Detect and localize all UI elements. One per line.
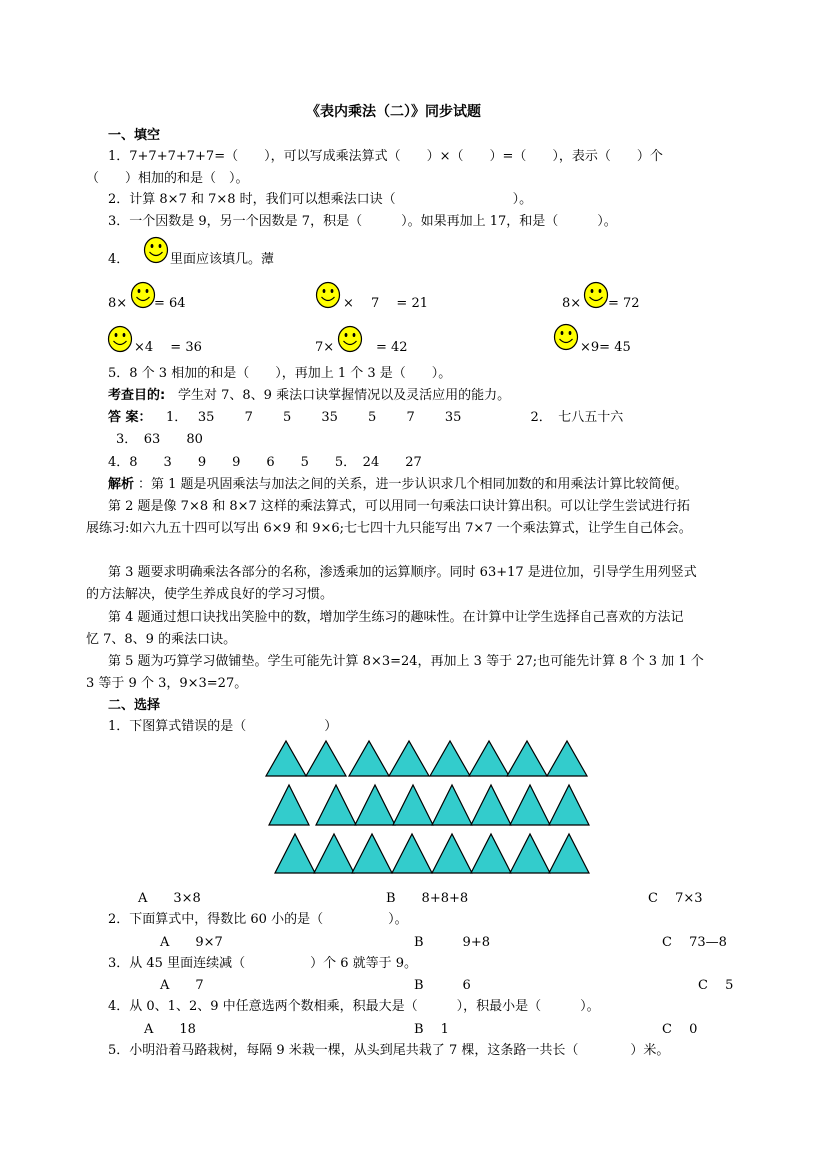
triangle-icon bbox=[389, 741, 429, 776]
triangle-icon bbox=[349, 741, 389, 776]
triangle-icon bbox=[549, 834, 589, 873]
choice-q1-a: A 3×8 bbox=[138, 891, 201, 906]
purpose-label: 考查目的: bbox=[108, 388, 166, 403]
triangle-icon bbox=[471, 834, 511, 873]
purpose-text: 学生对 7、8、9 乘法口诀掌握情况以及灵活应用的能力。 bbox=[178, 388, 511, 403]
triangle-icon bbox=[430, 741, 470, 776]
fill-q3: 3．一个因数是 9，另一个因数是 7，积是（ ）。如果再加上 17，和是（ ）。 bbox=[108, 214, 617, 229]
choice-q2-b: B 9+8 bbox=[414, 935, 490, 950]
triangle-icon bbox=[355, 785, 395, 825]
q4-eq5-left: 7× bbox=[315, 340, 335, 355]
triangle-icon bbox=[432, 834, 472, 873]
analysis-p3a: 第 3 题要求明确乘法各部分的名称，渗透乘加的运算顺序。同时 63+17 是进位加，引导学生用列竖式 bbox=[108, 565, 697, 580]
page-title: 《表内乘法（二）》同步试题 bbox=[306, 104, 481, 120]
answer-label: 答 案： bbox=[108, 410, 152, 425]
choice-q2: 2．下面算式中，得数比 60 小的是（ ）。 bbox=[108, 912, 408, 927]
analysis-p2b: 展练习:如六九五十四可以写出 6×9 和 9×6;七七四十九只能写出 7×7 一个乘法算式，让学生自己体会。 bbox=[86, 521, 692, 536]
triangle-icon bbox=[316, 785, 356, 825]
fill-q5: 5．8 个 3 相加的和是（ ），再加上 1 个 3 是（ ）。 bbox=[108, 366, 452, 381]
analysis-label: 解析 bbox=[108, 477, 135, 492]
triangle-icon bbox=[314, 834, 354, 873]
triangle-icon bbox=[510, 785, 550, 825]
fill-q1-line2: （ ）相加的和是（ ）。 bbox=[86, 171, 249, 186]
triangle-icon bbox=[269, 785, 309, 825]
triangle-icon bbox=[549, 785, 589, 825]
choice-q2-a: A 9×7 bbox=[160, 935, 223, 950]
analysis-p4a: 第 4 题通过想口诀找出笑脸中的数，增加学生练习的趣味性。在计算中让学生选择自己喜欢的方法记 bbox=[108, 610, 684, 625]
answer-line1: 1． 35 7 5 35 5 7 35 2． 七八五十六 bbox=[166, 410, 624, 425]
section-heading-choice: 二、选择 bbox=[108, 698, 161, 713]
choice-q3-a: A 7 bbox=[160, 978, 204, 993]
choice-q3-c: C 5 bbox=[698, 978, 734, 993]
triangle-icon bbox=[266, 741, 306, 776]
choice-q3-b: B 6 bbox=[414, 978, 471, 993]
choice-q4: 4．从 0、1、2、9 中任意选两个数相乘，积最大是（ ），积最小是（ ）。 bbox=[108, 999, 600, 1014]
triangle-icon bbox=[507, 741, 547, 776]
answer-line2: 3． 63 80 bbox=[116, 432, 203, 447]
q4-eq4: ×4 = 36 bbox=[134, 340, 202, 355]
answer-line3: 4．8 3 9 9 6 5 5． 24 27 bbox=[108, 455, 422, 470]
choice-q4-a: A 18 bbox=[144, 1022, 196, 1037]
choice-q5: 5．小明沿着马路栽树，每隔 9 米栽一棵，从头到尾共栽了 7 棵，这条路一共长（ ）米。 bbox=[108, 1043, 670, 1058]
q4-eq3-left: 8× bbox=[562, 296, 582, 311]
analysis-p5b: 3 等于 9 个 3，9×3=27。 bbox=[86, 676, 248, 691]
fill-q4-text: 里面应该填几。藫 bbox=[170, 252, 275, 267]
choice-q1-b: B 8+8+8 bbox=[386, 891, 469, 906]
analysis-p5a: 第 5 题为巧算学习做铺垫。学生可能先计算 8×3=24，再加上 3 等于 27;也可能先计算 8 个 3 加 1 个 bbox=[108, 654, 704, 669]
fill-q1-line1: 1．7+7+7+7+7=（ ），可以写成乘法算式（ ）×（ ）=（ ），表示（ ）个 bbox=[108, 149, 663, 164]
analysis-p4b: 忆 7、8、9 的乘法口诀。 bbox=[86, 632, 237, 647]
choice-q1-c: C 7×3 bbox=[648, 891, 703, 906]
analysis-p3b: 的方法解决，使学生养成良好的学习习惯。 bbox=[86, 587, 334, 602]
triangle-icon bbox=[275, 834, 315, 873]
triangle-icon bbox=[510, 834, 550, 873]
triangle-icon bbox=[306, 741, 346, 776]
triangle-icon bbox=[393, 785, 433, 825]
choice-q4-c: C 0 bbox=[662, 1022, 698, 1037]
choice-q4-b: B 1 bbox=[414, 1022, 449, 1037]
q4-eq3-right: = 72 bbox=[608, 296, 640, 311]
triangle-icon bbox=[471, 785, 511, 825]
section-heading-fill: 一、填空 bbox=[108, 128, 161, 143]
q4-eq1-left: 8× bbox=[108, 296, 128, 311]
analysis-p2a: 第 2 题是像 7×8 和 8×7 这样的乘法算式，可以用同一句乘法口诀计算出积。可以让学生尝试进行拓 bbox=[108, 499, 690, 514]
q4-eq5-right: = 42 bbox=[376, 340, 408, 355]
triangle-icon bbox=[469, 741, 509, 776]
triangle-icon bbox=[392, 834, 432, 873]
analysis-p1: ：第 1 题是巩固乘法与加法之间的关系，进一步认识求几个相同加数的和用乘法计算比较简便。 bbox=[138, 477, 688, 492]
q4-eq2: × 7 = 21 bbox=[343, 296, 428, 311]
choice-q1: 1．下图算式错误的是（ ） bbox=[108, 719, 338, 734]
fill-q2: 2．计算 8×7 和 7×8 时，我们可以想乘法口诀（ ）。 bbox=[108, 192, 533, 207]
choice-q3: 3．从 45 里面连续减（ ）个 6 就等于 9。 bbox=[108, 956, 418, 971]
triangle-icon bbox=[352, 834, 392, 873]
triangle-icon bbox=[547, 741, 587, 776]
q4-eq6: ×9= 45 bbox=[580, 340, 631, 355]
triangle-icon bbox=[432, 785, 472, 825]
q4-eq1-right: = 64 bbox=[154, 296, 186, 311]
choice-q2-c: C 73—8 bbox=[662, 935, 727, 950]
fill-q4-prefix: 4． bbox=[108, 252, 130, 267]
